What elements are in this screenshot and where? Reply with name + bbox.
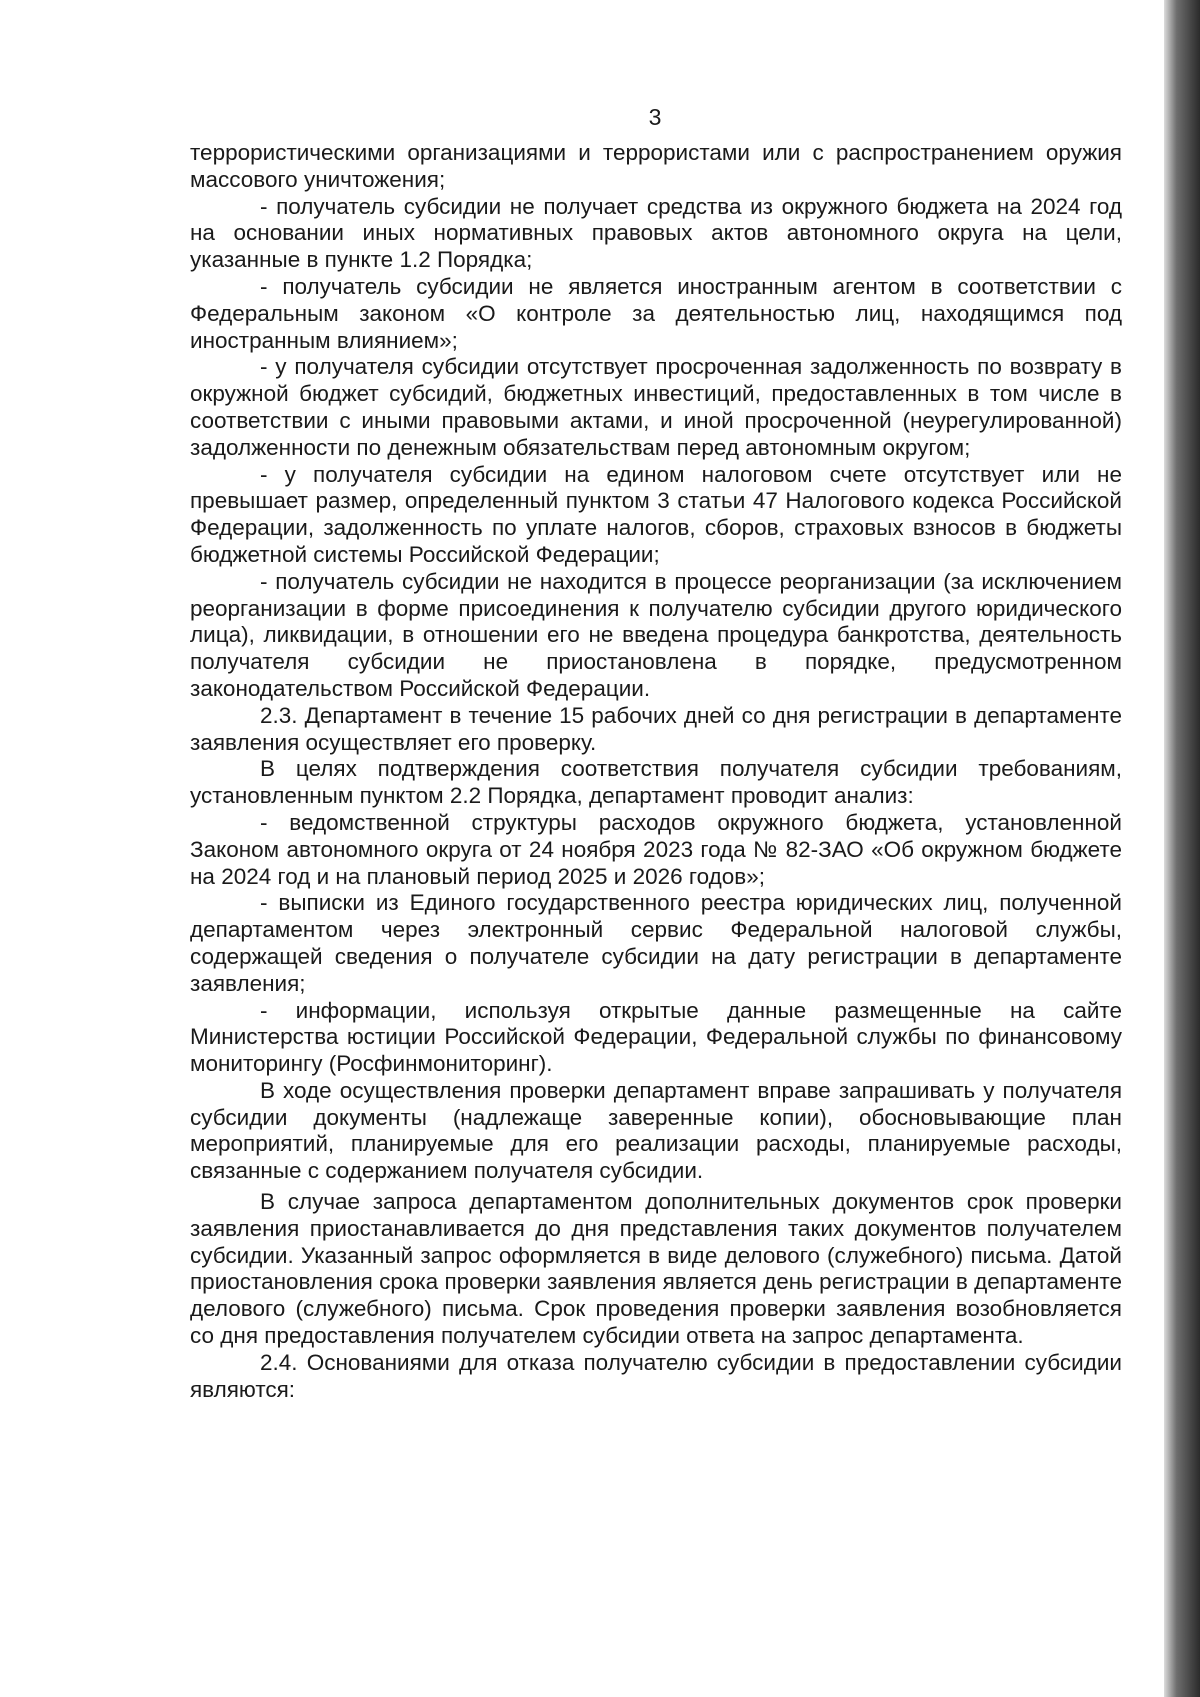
paragraph-list-item: - ведомственной структуры расходов окружного бюджета, установленной Законом автономного округа от 24 ноября 2023 года № 82-ЗАО «Об окружном бюджете на 2024 год и на плановый период 2025 и 2026 годов»; — [190, 809, 1122, 889]
paragraph-list-item: - получатель субсидии не является иностранным агентом в соответствии с Федеральным законом «О контроле за деятельностью лиц, находящимся под иностранным влиянием»; — [190, 273, 1122, 353]
paragraph: В случае запроса департаментом дополнительных документов срок проверки заявления приостанавливается до дня представления таких документов получателем субсидии. Указанный запрос оформляется в виде делового (служебного) письма. Датой приостановления срока проверки заявления является день регистрации в департаменте делового (служебного) письма. Срок проведения проверки заявления возобновляется со дня предоставления получателем субсидии ответа на запрос департамента. — [190, 1189, 1122, 1349]
paragraph-section-2-4: 2.4. Основаниями для отказа получателю субсидии в предоставлении субсидии являются: — [190, 1349, 1122, 1402]
paragraph-list-item: - выписки из Единого государственного реестра юридических лиц, полученной департаментом через электронный сервис Федеральной налоговой службы, содержащей сведения о получателе субсидии на дату регистрации в департаменте заявления; — [190, 890, 1122, 996]
paragraph-list-item: - у получателя субсидии отсутствует просроченная задолженность по возврату в окружной бюджет субсидий, бюджетных инвестиций, предоставленных в том числе в соответствии с иными правовыми актами, и иной просроченной (неурегулированной) задолженности по денежным обязательствам перед автономным округом; — [190, 354, 1122, 460]
page-number: 3 — [648, 104, 662, 130]
document-body — [190, 140, 1122, 1403]
paragraph-list-item: - получатель субсидии не находится в процессе реорганизации (за исключением реорганизации в форме присоединения к получателю субсидии другого юридического лица), ликвидации, в отношении его не введена процедура банкротства, деятельность получателя субсидии не приостановлена в порядке, предусмотренном законодательством Российской Федерации. — [190, 568, 1122, 701]
paragraph: В целях подтверждения соответствия получателя субсидии требованиям, установленным пунктом 2.2 Порядка, департамент проводит анализ: — [190, 756, 1122, 809]
paragraph-continuation: террористическими организациями и террористами или с распространением оружия массового уничтожения; — [190, 140, 1122, 192]
paragraph-list-item: - получатель субсидии не получает средства из окружного бюджета на 2024 год на основании иных нормативных правовых актов автономного округа на цели, указанные в пункте 1.2 Порядка; — [190, 193, 1122, 273]
paragraph-list-item: - у получателя субсидии на едином налоговом счете отсутствует или не превышает размер, определенный пунктом 3 статьи 47 Налогового кодекса Российской Федерации, задолженность по уплате налогов, сборов, страховых взносов в бюджеты бюджетной системы Российской Федерации; — [190, 461, 1122, 567]
paragraph: В ходе осуществления проверки департамент вправе запрашивать у получателя субсидии документы (надлежаще заверенные копии), обосновывающие план мероприятий, планируемые для его реализации расходы, планируемые расходы, связанные с содержанием получателя субсидии. — [190, 1077, 1122, 1184]
paragraph-list-item: - информации, используя открытые данные размещенные на сайте Министерства юстиции Российской Федерации, Федеральной службы по финансовому мониторингу (Росфинмониторинг). — [190, 997, 1122, 1077]
paragraph-section-2-3: 2.3. Департамент в течение 15 рабочих дней со дня регистрации в департаменте заявления осуществляет его проверку. — [190, 702, 1122, 755]
scan-edge-shadow — [1164, 0, 1200, 1697]
